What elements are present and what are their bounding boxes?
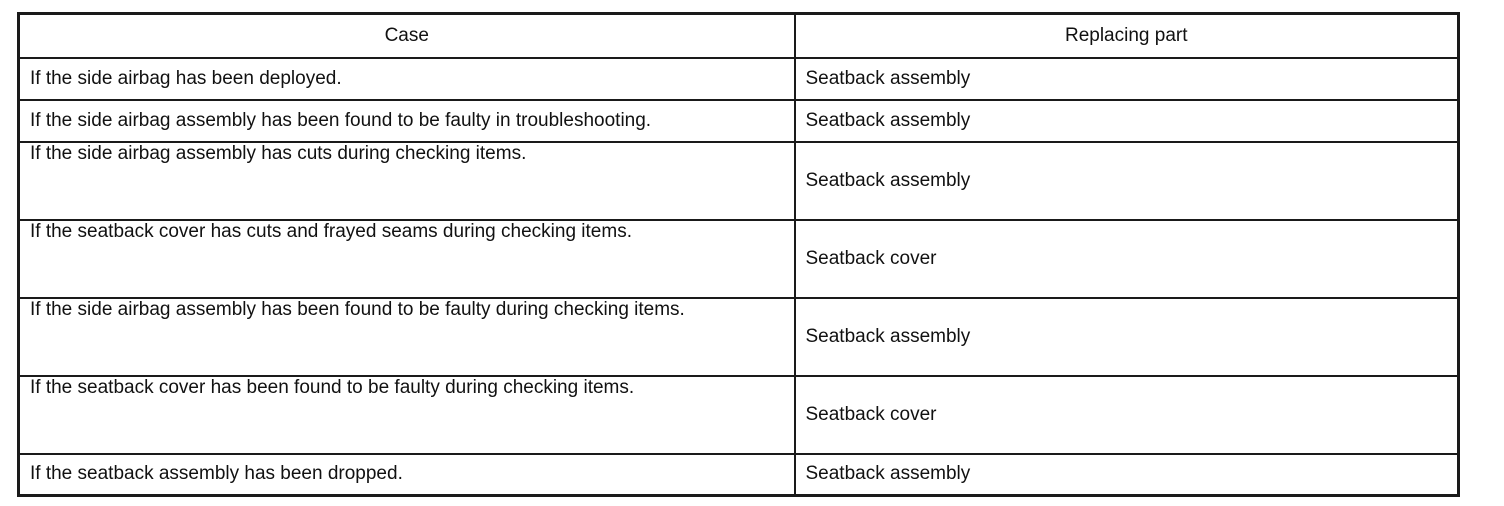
table-row [19, 454, 1459, 496]
table-row [19, 298, 1459, 376]
table-row [19, 376, 1459, 454]
replacing-part-cell: Seatback cover [795, 220, 1459, 298]
header-replacing-part: Replacing part [795, 14, 1459, 58]
replacing-part-cell: Seatback assembly [795, 58, 1459, 100]
case-cell: If the side airbag assembly has cuts during checking items. [19, 142, 795, 220]
header-case: Case [19, 14, 795, 58]
replacing-part-cell: Seatback assembly [795, 454, 1459, 496]
case-cell: If the side airbag assembly has been found to be faulty in troubleshooting. [19, 100, 795, 142]
replacing-part-cell: Seatback assembly [795, 298, 1459, 376]
case-cell: If the side airbag assembly has been found to be faulty during checking items. [19, 298, 795, 376]
table-row [19, 58, 1459, 100]
table-row [19, 142, 1459, 220]
replacing-part-cell: Seatback cover [795, 376, 1459, 454]
replacement-table [17, 12, 1460, 497]
header-row [19, 14, 1459, 58]
case-cell: If the seatback assembly has been dropped. [19, 454, 795, 496]
case-cell: If the side airbag has been deployed. [19, 58, 795, 100]
replacing-part-cell: Seatback assembly [795, 100, 1459, 142]
table-row [19, 220, 1459, 298]
case-cell: If the seatback cover has been found to be faulty during checking items. [19, 376, 795, 454]
replacing-part-cell: Seatback assembly [795, 142, 1459, 220]
case-cell: If the seatback cover has cuts and frayed seams during checking items. [19, 220, 795, 298]
table-row [19, 100, 1459, 142]
